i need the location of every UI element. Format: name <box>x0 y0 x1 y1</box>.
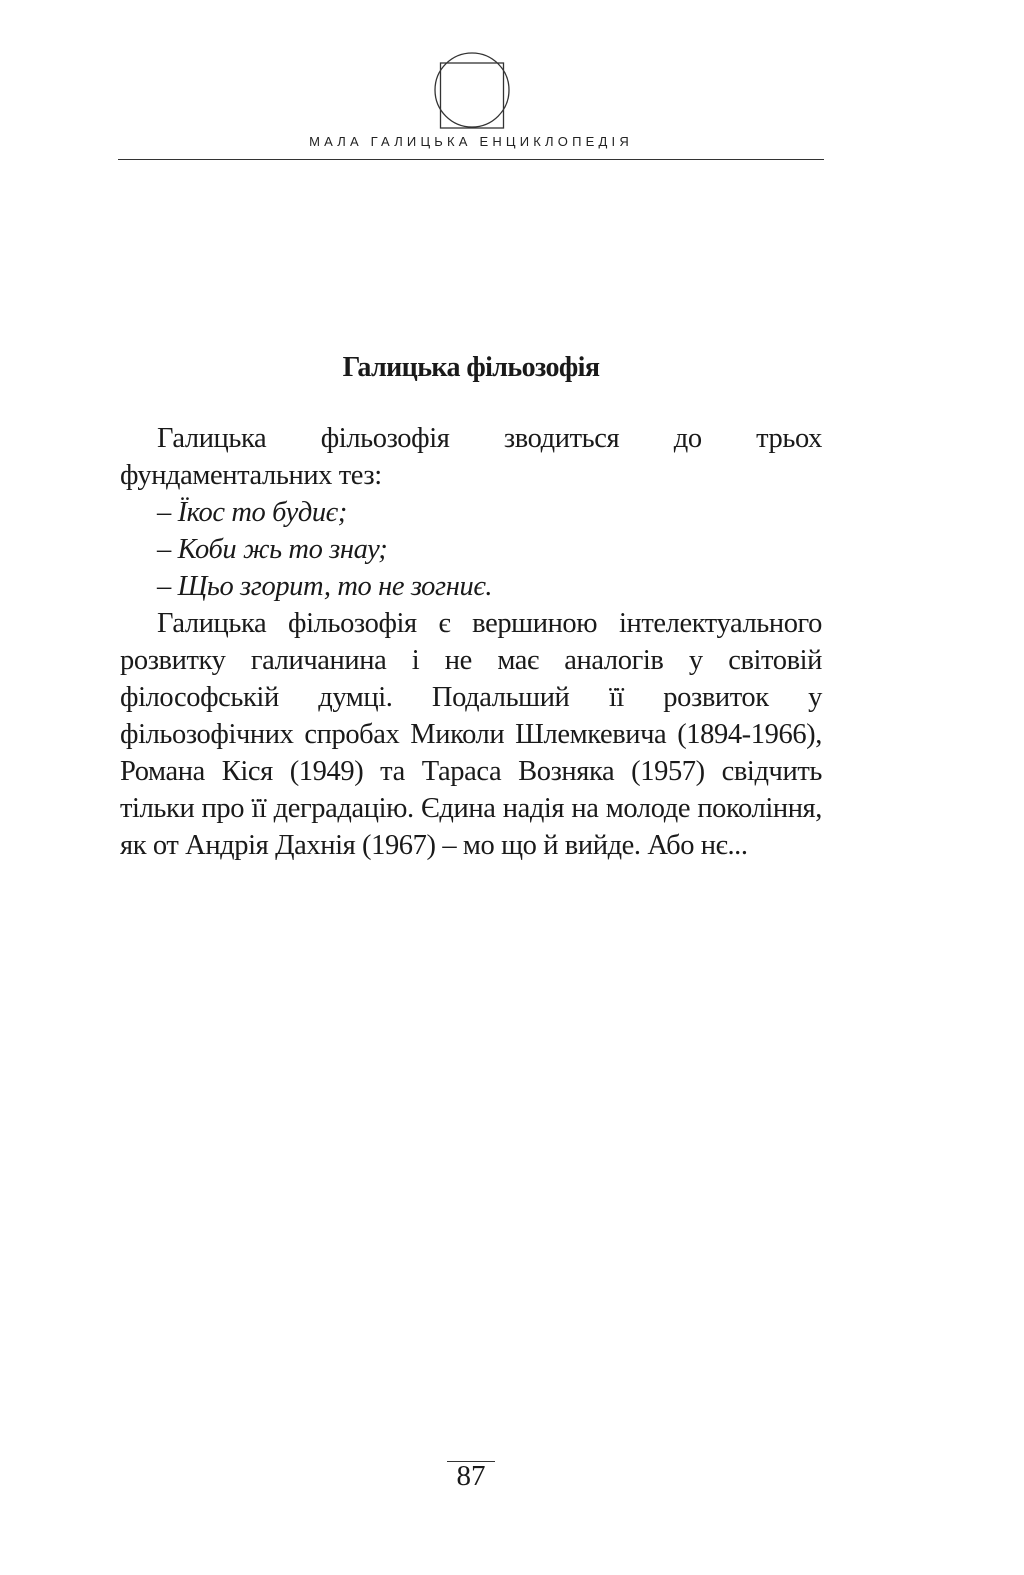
body-paragraph: Галицька фільозофія є вершиною інтелектуального розвитку галичанина і не має аналогів у світовій філософській думці. Подальший її розвиток у фільозофічних спробах Миколи Шлемкевича (1894-1966), Романа Кіся (1949) та Тараса Возняка (1957) свідчить тільки про її деградацію. Єдина надія на молоде покоління, як от Андрія Дахнія (1967) – мо що й вийде. Або нє... <box>120 608 822 861</box>
thesis-item: – Щьо згорит, то не зогниє. <box>157 571 493 602</box>
intro-paragraph: Галицька фільозофія зводиться до трьох фундаментальних тез: <box>120 423 822 491</box>
thesis-item: – Коби жь то знау; <box>157 534 388 565</box>
article-title: Галицька фільозофія <box>342 352 600 383</box>
header-rule <box>118 159 824 160</box>
running-head: МАЛА ГАЛИЦЬКА ЕНЦИКЛОПЕДІЯ <box>309 134 633 149</box>
page-number: 87 <box>456 1460 486 1492</box>
thesis-item: – Їкос то будиє; <box>157 497 347 528</box>
circle-square-emblem-icon <box>432 50 512 132</box>
article-body <box>120 420 822 864</box>
